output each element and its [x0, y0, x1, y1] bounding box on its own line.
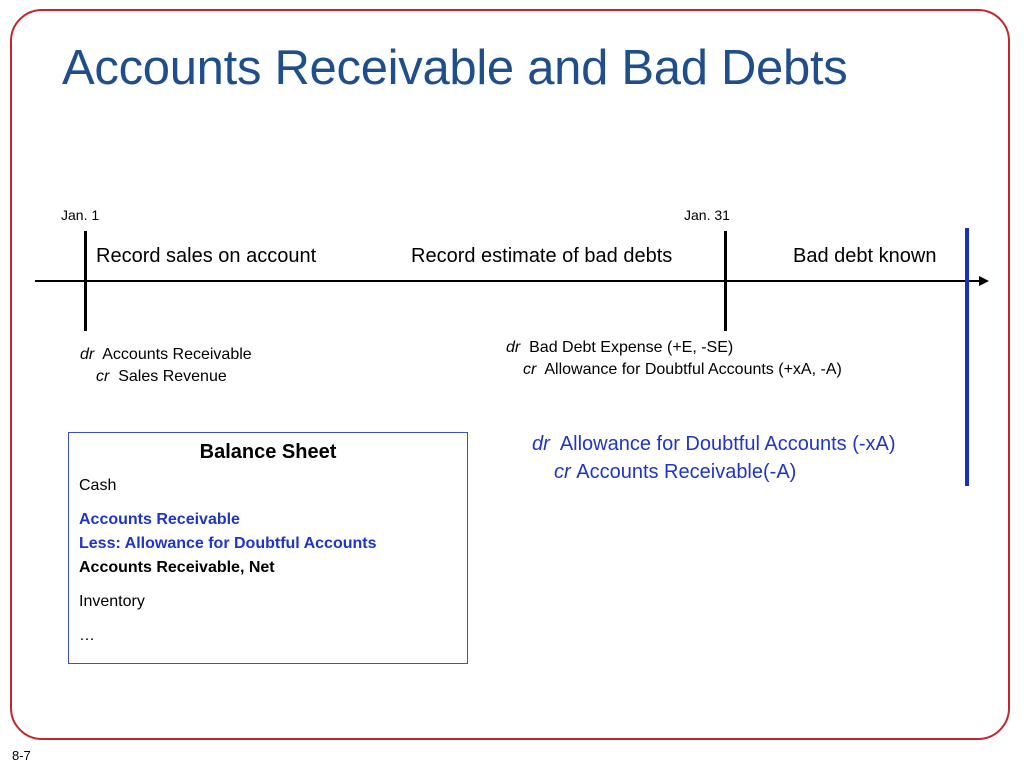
- balance-sheet-box: [68, 432, 468, 664]
- debit-tag: dr: [532, 433, 550, 455]
- date-end: Jan. 31: [684, 207, 730, 223]
- credit-tag: cr: [523, 361, 537, 378]
- debit-account: Allowance for Doubtful Accounts (-xA): [559, 433, 896, 455]
- entry-credit-line: [80, 366, 252, 388]
- credit-tag: cr: [96, 368, 110, 385]
- debit-tag: dr: [80, 346, 95, 363]
- credit-account: Accounts Receivable(-A): [576, 461, 797, 483]
- journal-entry-estimate: [506, 337, 842, 381]
- bs-ar-net: Accounts Receivable, Net: [79, 559, 275, 576]
- debit-account: Accounts Receivable: [102, 346, 252, 363]
- balance-sheet-title: Balance Sheet: [199, 441, 337, 463]
- entry-credit-line: [506, 359, 842, 381]
- timeline-tick-jan1: [84, 231, 87, 331]
- bs-accounts-receivable: Accounts Receivable: [79, 511, 240, 528]
- slide-number: 8-7: [12, 748, 31, 763]
- label-record-estimate: Record estimate of bad debts: [411, 245, 673, 267]
- slide-title: Accounts Receivable and Bad Debts: [62, 41, 848, 95]
- timeline-arrowhead: [979, 276, 989, 286]
- credit-tag: cr: [554, 461, 571, 483]
- bs-ellipsis: …: [79, 627, 95, 644]
- bad-debt-known-marker: [965, 228, 969, 486]
- entry-credit-line: [532, 458, 896, 486]
- journal-entry-writeoff: [532, 430, 896, 486]
- timeline-tick-jan31: [724, 231, 727, 331]
- bs-allowance: Less: Allowance for Doubtful Accounts: [79, 535, 377, 552]
- entry-debit-line: [80, 344, 252, 366]
- date-start: Jan. 1: [61, 207, 100, 223]
- credit-account: Sales Revenue: [118, 368, 227, 385]
- timeline-axis: [35, 280, 980, 282]
- credit-account: Allowance for Doubtful Accounts (+xA, -A): [544, 361, 842, 378]
- entry-debit-line: [506, 337, 842, 359]
- debit-account: Bad Debt Expense (+E, -SE): [529, 339, 734, 356]
- bs-inventory: Inventory: [79, 593, 145, 610]
- label-record-sales: Record sales on account: [96, 245, 317, 267]
- bs-cash: Cash: [79, 477, 117, 494]
- entry-debit-line: [532, 430, 896, 458]
- debit-tag: dr: [506, 339, 521, 356]
- label-bad-debt-known: Bad debt known: [793, 245, 937, 267]
- journal-entry-sales: [80, 344, 252, 388]
